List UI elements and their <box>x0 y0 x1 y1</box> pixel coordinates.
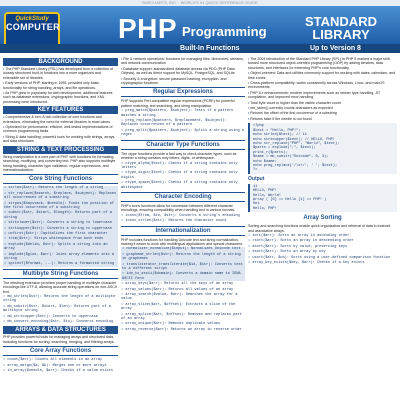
note-item: • mb_strlen() correctly counts characters as expected <box>248 106 397 110</box>
section-arrays-heading: ARRAYS & DATA STRUCTURES <box>3 326 118 334</box>
feature-item: • Object-oriented: Data and utilities commonly support for working with dates, calendars, and time zones <box>248 71 397 80</box>
list-item: • transliterator_transliterate($id, $str): Converts text to a different script <box>122 263 244 272</box>
list-item: • iconv($from, $to, $str): Converts a string's encoding <box>121 214 245 218</box>
list-item: • preg_match($pattern, $subject): Tests if a pattern matches a string <box>121 109 245 118</box>
column-middle <box>121 56 245 400</box>
arrays-intro: PHP provides powerful tools for managing arrays and structured data, including functions for sorting, searching, merging, and filtering arrays. <box>3 335 115 344</box>
sorting-intro: Sorting and searching functions enable quick organization and retrieval of data in indexed and associative arrays. <box>248 224 391 233</box>
code-line: print_r($parts); <box>253 150 288 155</box>
subtitle-built-in: Built-In Functions <box>180 45 240 52</box>
intl-list <box>121 247 245 281</box>
list-item: • mb_convert_encoding($str, $to): Converts encoding <box>3 320 118 324</box>
code-line: <?php <box>253 124 264 129</box>
list-item: • iconv_strlen($str): Returns the character count <box>121 219 245 223</box>
list-item: • asort($arr): Sorts by value, preserving keys <box>248 245 397 249</box>
list-item: • ksort($arr): Sorts an array by key <box>248 250 397 254</box>
encoding-intro: PHP's iconv functions allow for conversion between different character encodings, ensuring compatibility when handling text in various formats. <box>121 203 236 213</box>
list-item: • preg_split($pattern, $subject): Splits a string using a regex <box>121 129 245 138</box>
section-background-heading: BACKGROUND <box>3 58 118 66</box>
multibyte-heading: Multibyte String Functions <box>3 269 118 279</box>
list-item: • grapheme_strlen($str): Returns the length of a string in graphemes <box>122 253 244 262</box>
feature-item: • Cross-platform compatibility: works consistently across Windows, Linux, and macOS environments <box>248 81 397 90</box>
key-feature-item: • String & data handling: powerful tools for working with strings, arrays, and data structures <box>3 135 118 144</box>
list-item: • substr($str, $start, $length): Returns part of a string <box>4 211 117 220</box>
output-line: Ünï <box>253 202 260 207</box>
list-item: • mb_strlen($str): Returns the length of a multibyte string <box>3 295 118 304</box>
list-item: • array_values($arr): Returns all values of an array <box>121 288 245 292</box>
list-item: • ctype_digit($text): Checks if a string contains only digits <box>121 171 245 180</box>
key-feature-item: • Comprehensive & rich: A rich collection of core functions and extensions, eliminating the need for external libraries in most cases <box>3 115 118 124</box>
intl-intro: PHP includes functions for handling Unicode text and string normalization, making it easier to work with multilingual applications and special characters. <box>121 237 244 246</box>
subtitle-strip <box>0 44 400 53</box>
list-item: • usort($arr, $cb): Sorts using a user-defined comparison function <box>248 256 397 260</box>
list-item: • rsort($arr): Sorts an array in descending order <box>248 239 397 243</box>
quickstudy-logo <box>4 12 60 48</box>
feature-item: • Security & encryption: secure password hashing, encryption, and cryptographic functions <box>121 77 245 86</box>
title-programming: Programming <box>182 24 267 39</box>
encoding-heading: Character Encoding <box>121 192 245 202</box>
sorting-heading: Array Sorting <box>248 214 397 222</box>
section-string-heading: STRING & TEXT PROCESSING <box>3 146 118 154</box>
code-line: echo strlen($text); // 11 <box>253 133 307 138</box>
list-item: • array_reverse($arr): Returns an array in reverse order <box>121 328 245 332</box>
publisher-line: BARCHARTS, INC. · WORLD'S #1 QUICK REFERENCE GUIDE <box>0 0 400 6</box>
list-item: • mb_substr($str, $start, $len): Returns part of a multibyte string <box>3 305 118 314</box>
list-item: • idn_to_ascii($domain): Converts a domain name to IDNA ASCII form <box>122 272 244 281</box>
regex-heading: Regular Expressions <box>121 87 245 97</box>
core-string-heading: Core String Functions <box>3 174 118 184</box>
list-item: • array_key_exists($key, $arr): Checks if a key exists <box>248 261 397 265</box>
list-item: • strpos($haystack, $needle): Finds the position of the first occurrence of a substring <box>4 202 117 211</box>
code-line: $text = "Hello, PHP!"; <box>253 128 301 133</box>
code-line: $parts = explode(",", $text); <box>253 146 316 151</box>
feature-item: • File & network operations: functions for managing files, directories, streams, and network communication <box>121 57 245 66</box>
list-item: • normalizer_normalize($input): Normalizes Unicode text <box>122 247 244 251</box>
code-line: echo preg_replace('/\s+/', ' ', $text); <box>253 163 338 168</box>
core-string-list <box>3 186 118 267</box>
background-para: • The PHP Standard Library (PSL) has developed from a collection of loosely structured built-in functions into a more organized and extensible set of libraries. <box>3 67 118 80</box>
header-banner <box>0 6 400 44</box>
title-php: PHP <box>118 13 178 44</box>
list-item: • array_keys($arr): Returns all the keys of an array <box>121 282 245 286</box>
list-item: • strlen($str): Returns the length of a string <box>4 186 117 190</box>
list-item: • sort($arr): Sorts an array in ascending order <box>248 234 397 238</box>
list-item: • ctype_space($text): Checks if a string contains only whitespace <box>121 181 245 190</box>
feature-item: • The 2004 introduction of the Standard PHP Library (SPL) in PHP 5 marked a major shift toward more structured object-oriented programming (OOP) by adding iterators, data structures, and interfaces for extending PHP's core functionality. <box>248 57 397 70</box>
note-item: • Returns false if the needle is not found <box>248 117 397 121</box>
output-line: HELLO, PHP! <box>253 189 277 194</box>
list-item: • str_replace($search, $replace, $subject): Replaces all occurrences of a substring <box>4 192 117 201</box>
core-array-heading: Core Array Functions <box>3 346 118 356</box>
list-item: • sprintf($format, ...): Returns a formatted string <box>4 262 117 266</box>
code-line: echo $name; <box>253 159 277 164</box>
list-item: • array_merge($a, $b): Merges one or more arrays <box>3 364 118 368</box>
feature-item: • PHP 8.x enhancements: modern improvements such as stricter type handling, JIT compilation, and improved error handling <box>248 91 397 100</box>
list-item: • array_search($value, $arr): Searches the array for a value <box>121 293 245 302</box>
list-item: • strtolower($str): Converts a string to lowercase <box>4 221 117 225</box>
list-item: • array_splice($arr, $offset): Removes and replaces part of an array <box>121 313 245 322</box>
title-standard-library: STANDARD LIBRARY <box>305 14 377 42</box>
column-right <box>248 56 397 400</box>
code-line: ?> <box>253 168 258 173</box>
string-intro: String manipulation is a core part of PHP, with functions for formatting, searching, modifying, and converting text. PHP also supports multibyte string handling, character type validation, regular expressions, and internationalization. <box>3 154 116 172</box>
background-para: • Early versions of PHP, starting in 1995, provided only basic functionality for string handling, arrays, and file operations. <box>3 81 118 90</box>
list-item: • count($arr): Counts all elements in an array <box>3 358 118 362</box>
logo-top-text: QuickStudy <box>15 16 49 22</box>
note-item: • Returns the offset of the first occurrence of a substring <box>248 111 397 115</box>
ctype-heading: Character Type Functions <box>121 140 245 150</box>
output-line: Hello, PHP! <box>253 206 277 211</box>
list-item: • ctype_alpha($text): Checks if a string contains only letters <box>121 162 245 171</box>
list-item: • in_array($needle, $arr): Checks if a value exists <box>3 369 118 373</box>
list-item: • trim($str): Strips whitespace from both ends <box>4 237 117 241</box>
output-heading: Output <box>248 175 265 182</box>
column-left <box>3 56 118 400</box>
list-item: • ucfirst($str): Capitalizes the first character <box>4 232 117 236</box>
output-block <box>248 184 397 212</box>
list-item: • implode($glue, $arr): Joins array elements into a string <box>4 253 117 262</box>
multibyte-intro: The mbstring extension provides proper handling of multibyte character encodings like UTF-8, allowing accurate string operations on non-ASCII text. <box>3 280 117 294</box>
list-item: • array_unique($arr): Removes duplicate values <box>121 322 245 326</box>
list-item: • mb_strtoupper($str): Converts to uppercase <box>3 315 118 319</box>
output-line: Hello, World! <box>253 193 282 198</box>
subtitle-version: Up to Version 8 <box>310 45 361 52</box>
output-line: Array ( [0] => Hello [1] => PHP! ) <box>253 197 327 202</box>
code-line: $name = mb_substr("Ünïcödé", 0, 3); <box>253 155 329 160</box>
code-example <box>248 123 397 173</box>
list-item: • strtoupper($str): Converts a string to uppercase <box>4 227 117 231</box>
background-para: • As PHP grew in popularity for web development, additional features such as database extensions, cryptographic functions, and XML processing were introduced. <box>3 91 118 104</box>
key-feature-item: • Optimized for performance: efficient, well-tested implementations of common programming tasks <box>3 125 118 134</box>
code-line: echo strtoupper($text); // HELLO, PHP! <box>253 137 335 142</box>
logo-bottom-text: COMPUTER <box>6 22 60 32</box>
list-item: • array_slice($arr, $offset): Extracts a slice of the array <box>121 303 245 312</box>
intl-heading: Internationalization <box>121 226 245 236</box>
note-item: • Total byte count is higher than the visible character count <box>248 101 397 105</box>
output-line: 11 <box>253 184 258 189</box>
regex-intro: PHP supports Perl-compatible regular expressions (PCRE) for powerful pattern matching, text searching, and string manipulation. <box>121 99 235 108</box>
list-item: • preg_replace($pattern, $replacement, $subject): Replaces occurrences of a pattern <box>121 119 245 128</box>
code-line: echo str_replace("PHP", "World", $text); <box>253 141 340 146</box>
ctype-intro: The ctype functions provide a fast way to check character types, such as whether a string contains only letters, digits, or whitespace. <box>121 151 237 161</box>
section-key-features-heading: KEY FEATURES <box>3 106 118 114</box>
feature-item: • Database support: standardized database access via PDO (PHP Data Objects), as well as direct support for MySQL, PostgreSQL, and SQLite <box>121 67 245 76</box>
list-item: • explode($delim, $str): Splits a string into an array <box>4 243 117 252</box>
